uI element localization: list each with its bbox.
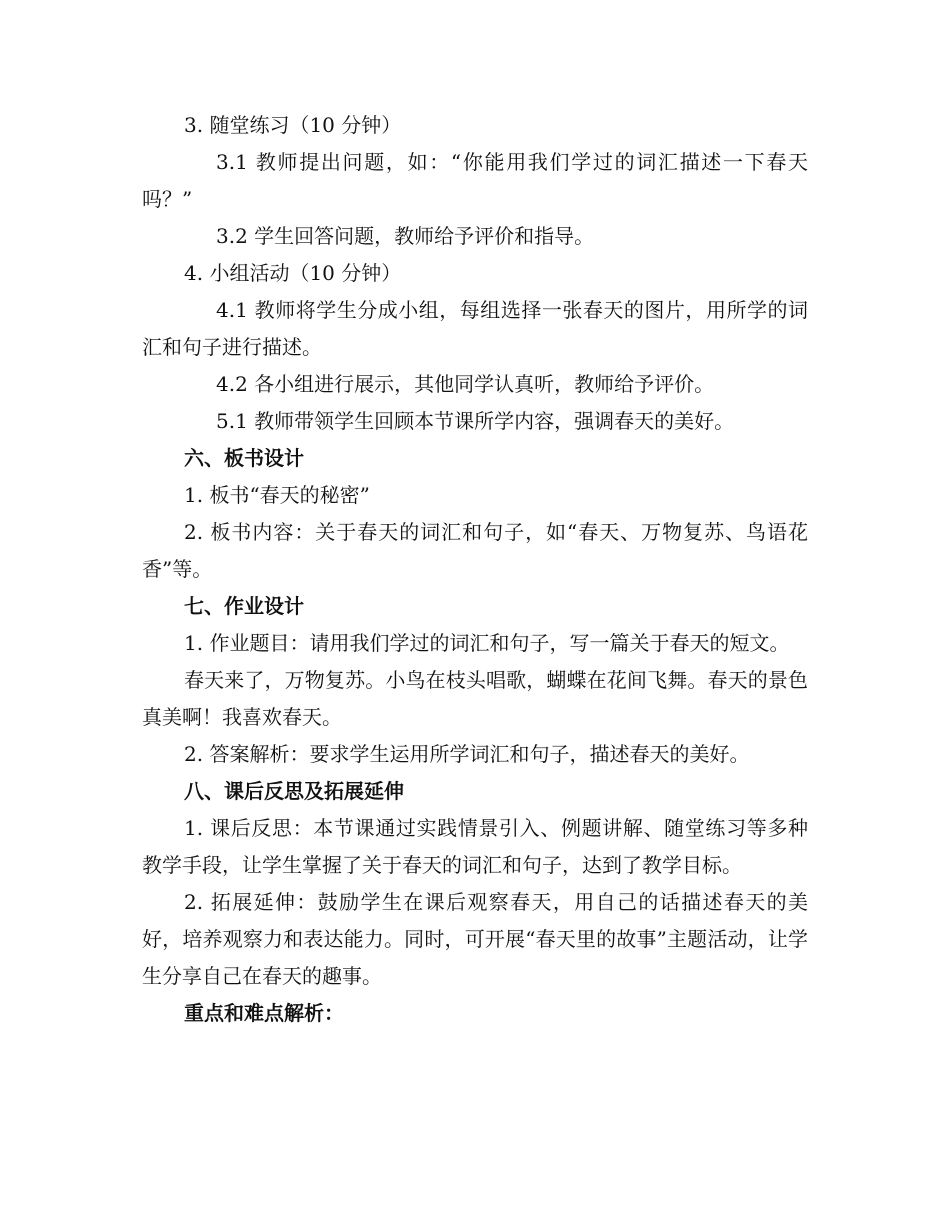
subsection-3-2: 3.2 学生回答问题，教师给予评价和指导。: [216, 224, 595, 248]
section-item-3: 3. 随堂练习（10 分钟）: [184, 113, 402, 137]
heading-homework-design: 七、作业设计: [184, 594, 304, 618]
homework-item-2: 2. 答案解析：要求学生运用所学词汇和句子，描述春天的美好。: [184, 742, 750, 766]
heading-key-points-analysis: 重点和难点解析：: [184, 1001, 344, 1025]
homework-item-1: 1. 作业题目：请用我们学过的词汇和句子，写一篇关于春天的短文。: [184, 631, 790, 655]
homework-sample-answer: 春天来了，万物复苏。小鸟在枝头唱歌，蝴蝶在花间飞舞。春天的景色真美啊！我喜欢春天。: [142, 668, 808, 729]
board-item-1: 1. 板书“春天的秘密”: [184, 483, 370, 507]
heading-reflection-extension: 八、课后反思及拓展延伸: [184, 779, 404, 803]
reflection-item-1: 1. 课后反思：本节课通过实践情景引入、例题讲解、随堂练习等多种教学手段，让学生掌握了关于春天的词汇和句子，达到了教学目标。: [142, 816, 808, 877]
section-item-4: 4. 小组活动（10 分钟）: [184, 261, 402, 285]
heading-board-design: 六、板书设计: [184, 446, 304, 470]
subsection-3-1: 3.1 教师提出问题，如：“你能用我们学过的词汇描述一下春天吗？”: [142, 150, 808, 211]
board-item-2: 2. 板书内容：关于春天的词汇和句子，如“春天、万物复苏、鸟语花香”等。: [142, 520, 808, 581]
reflection-item-2: 2. 拓展延伸：鼓励学生在课后观察春天，用自己的话描述春天的美好，培养观察力和表达能力。同时，可开展“春天里的故事”主题活动，让学生分享自己在春天的趣事。: [142, 890, 808, 988]
subsection-4-2: 4.2 各小组进行展示，其他同学认真听，教师给予评价。: [216, 372, 715, 396]
subsection-4-1: 4.1 教师将学生分成小组，每组选择一张春天的图片，用所学的词汇和句子进行描述。: [142, 298, 808, 359]
subsection-5-1: 5.1 教师带领学生回顾本节课所学内容，强调春天的美好。: [216, 409, 735, 433]
document-body: [142, 107, 808, 1032]
